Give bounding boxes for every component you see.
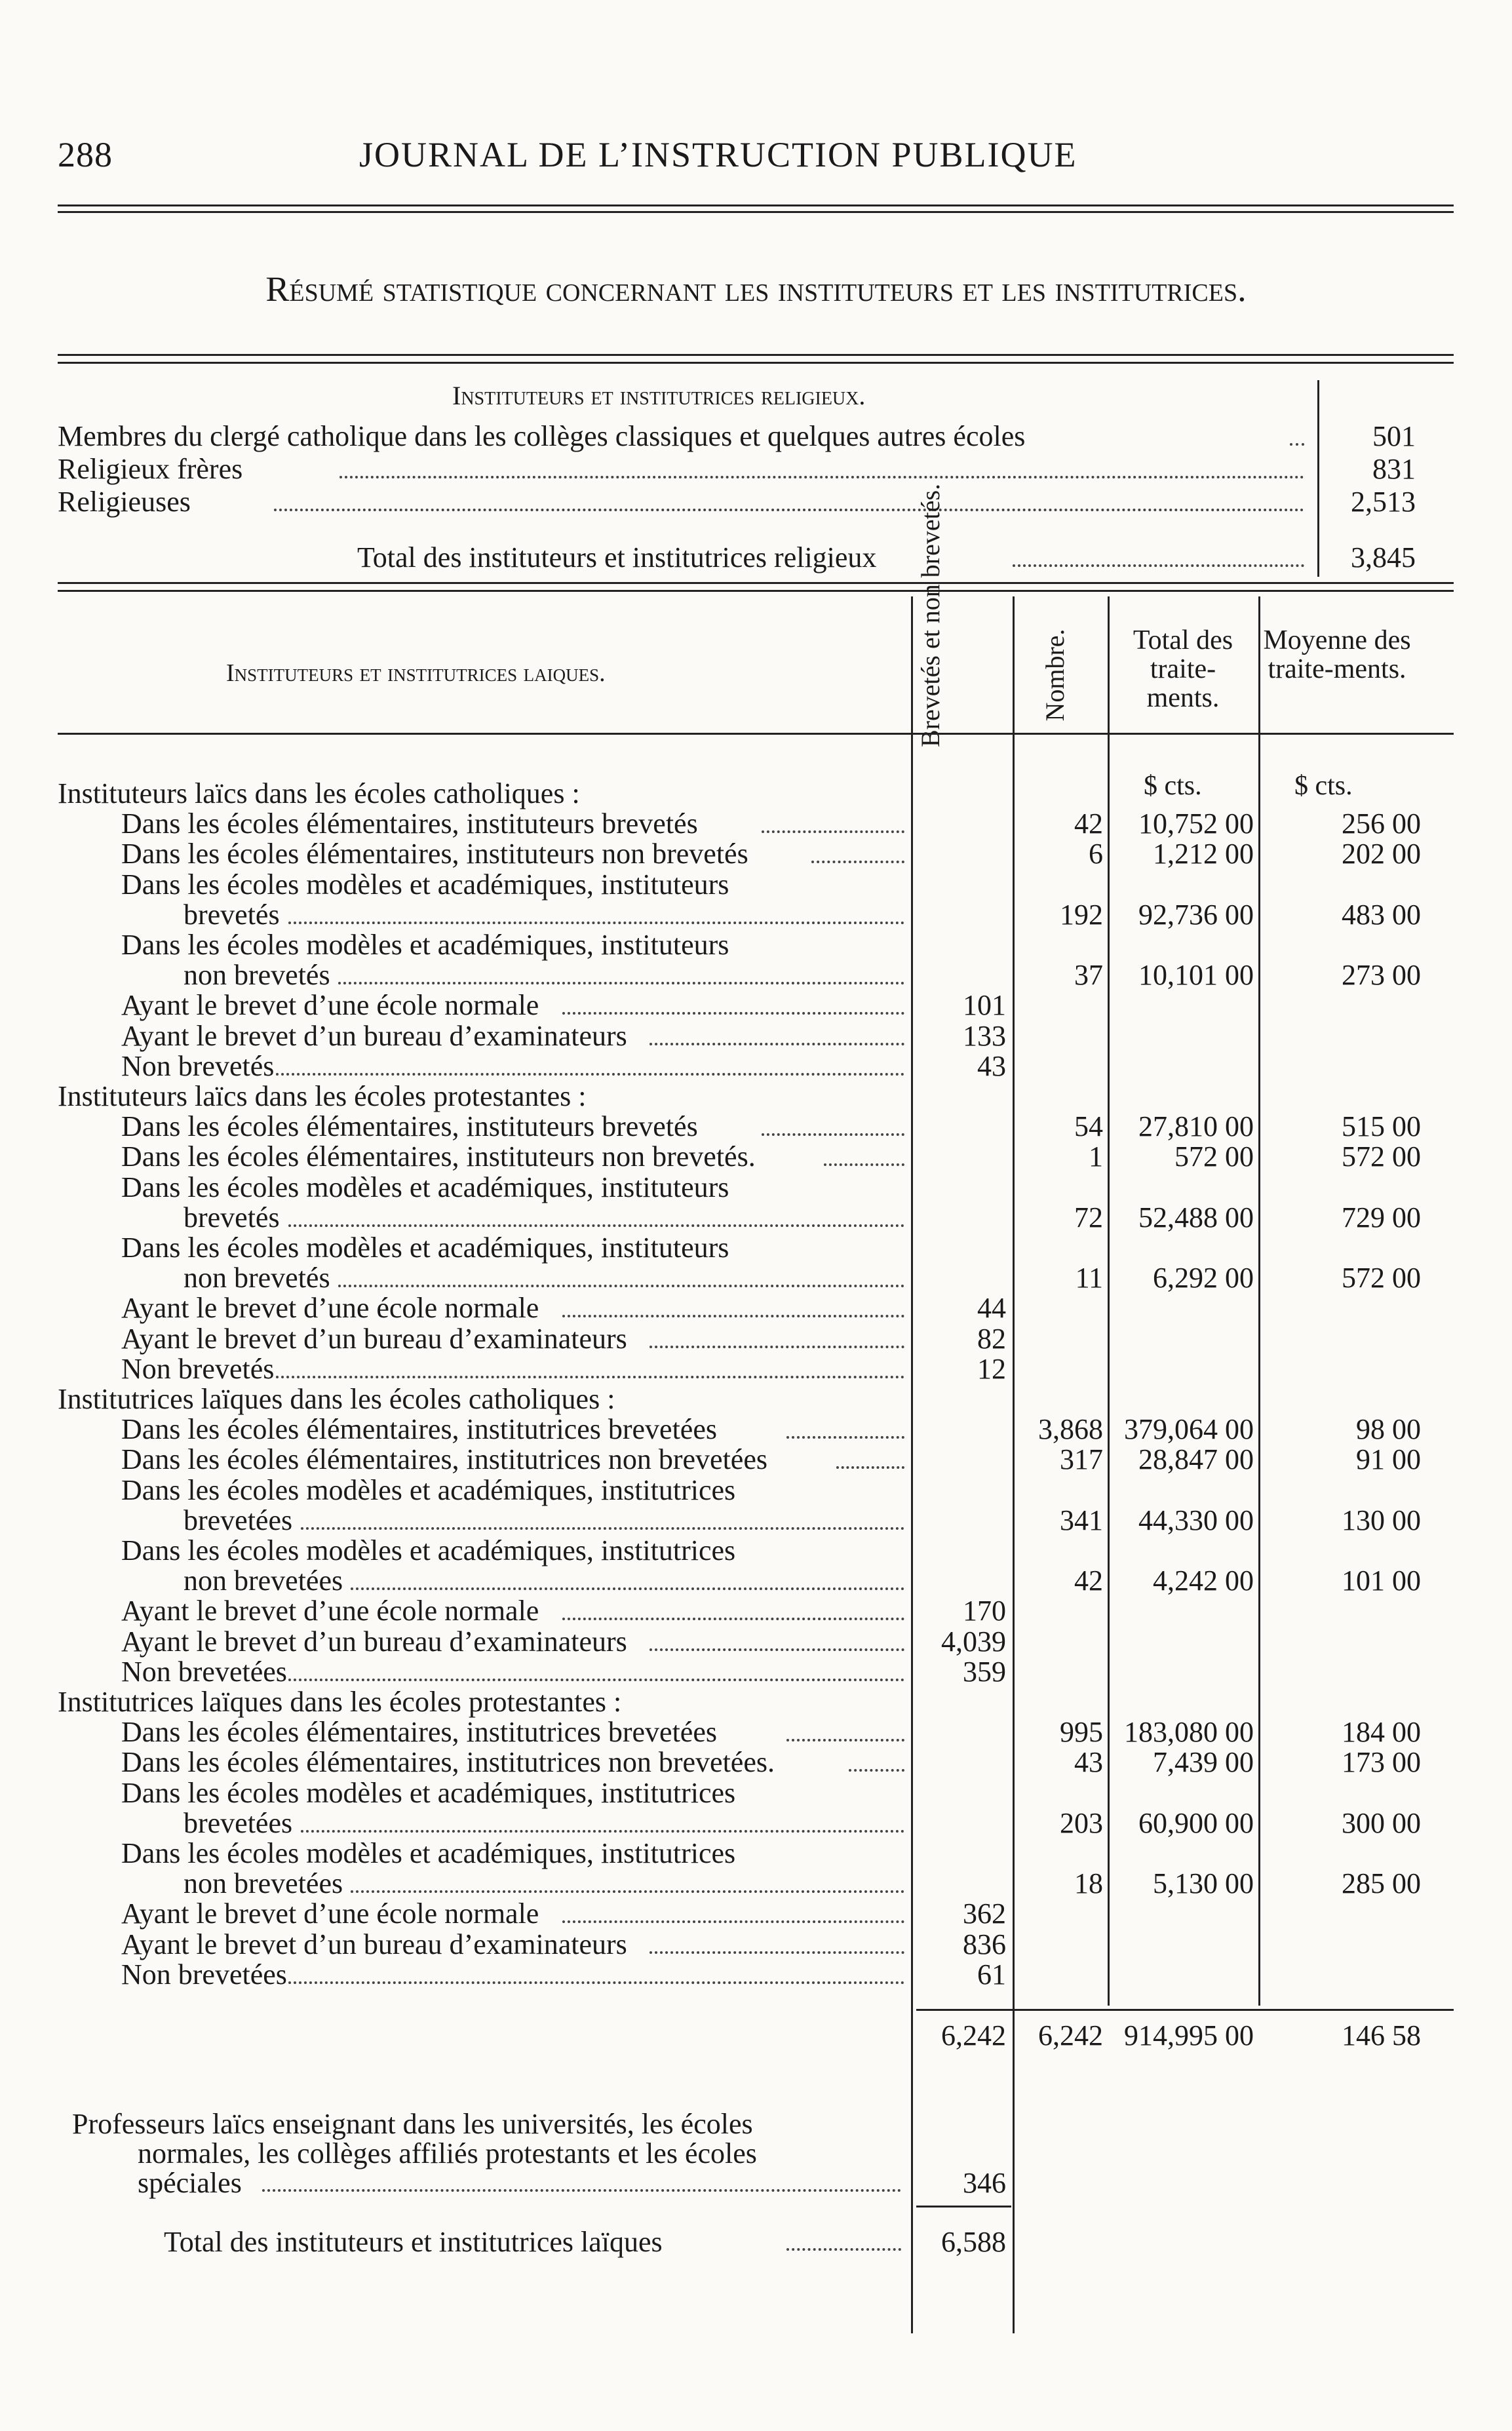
cell-nombre: 1 (1089, 1140, 1103, 1173)
lay-row-label: Ayant le brevet d’un bureau d’examinateurs (121, 1625, 627, 1658)
lay-row-label: Dans les écoles élémentaires, institutrices brevetées (121, 1413, 717, 1446)
cell-traitements: 10,101 00 (1138, 959, 1254, 992)
leader-dots (288, 922, 904, 924)
unit-total: $ cts. (1144, 771, 1202, 801)
lay-row-label: Dans les écoles élémentaires, instituteurs non brevetés. (121, 1140, 756, 1173)
cell-nombre: 203 (1060, 1806, 1103, 1839)
column-rule-3 (1108, 596, 1110, 2006)
col-brevetes-header: Brevetés et non brevetés. (916, 483, 945, 747)
cell-traitements: 183,080 00 (1124, 1716, 1254, 1749)
professors-value: 346 (963, 2167, 1006, 2199)
lay-row-label: non brevetés (184, 959, 330, 992)
leader-dots (762, 1133, 904, 1136)
cell-traitements: 44,330 00 (1138, 1504, 1254, 1536)
lay-row-label: Ayant le brevet d’une école normale (121, 989, 539, 1022)
cell-moyenne: 91 00 (1356, 1443, 1421, 1476)
lay-row-label: brevetées (184, 1806, 293, 1839)
col-nombre-header: Nombre. (1040, 629, 1070, 722)
lay-row-label: Dans les écoles modèles et académiques, institutrices (121, 1837, 736, 1869)
cell-traitements: 6,292 00 (1153, 1262, 1254, 1294)
cell-brevetes: 101 (963, 989, 1006, 1022)
total-nombre: 6,242 (1038, 2019, 1103, 2052)
cell-nombre: 11 (1075, 1262, 1103, 1294)
lay-row-label: non brevetées (184, 1565, 343, 1597)
cell-brevetes: 170 (963, 1595, 1006, 1627)
leader-dots (824, 1163, 904, 1166)
lay-row-label: brevetés (184, 898, 280, 931)
lay-row-label: Dans les écoles élémentaires, institutrices non brevetées (121, 1443, 767, 1476)
lay-row-label: Dans les écoles élémentaires, instituteurs brevetés (121, 807, 698, 840)
professors-line-3: spéciales (138, 2167, 242, 2199)
unit-moyenne: $ cts. (1294, 771, 1353, 801)
column-rule-1 (911, 596, 913, 2333)
cell-nombre: 18 (1074, 1867, 1103, 1900)
leader-dots (562, 1012, 904, 1015)
professors-line-1: Professeurs laïcs enseignant dans les universités, les écoles (72, 2108, 753, 2140)
lay-row-label: Institutrices laïques dans les écoles protestantes : (58, 1686, 622, 1718)
lay-row-label: Dans les écoles modèles et académiques, institutrices (121, 1776, 736, 1809)
leader-dots (849, 1769, 904, 1772)
lay-row-label: Dans les écoles modèles et académiques, instituteurs (121, 1171, 729, 1203)
lay-row-label: Institutrices laïques dans les écoles catholiques : (58, 1383, 615, 1415)
lay-row-label: Non brevetées (121, 1655, 287, 1688)
religious-column-rule (1317, 380, 1319, 577)
cell-nombre: 341 (1060, 1504, 1103, 1536)
leader-dots (274, 509, 1304, 511)
cell-brevetes: 12 (977, 1352, 1006, 1385)
leader-dots (276, 1376, 904, 1378)
cell-moyenne: 98 00 (1356, 1413, 1421, 1446)
leader-dots (351, 1587, 904, 1590)
cell-moyenne: 729 00 (1342, 1201, 1421, 1234)
cell-moyenne: 572 00 (1342, 1140, 1421, 1173)
grand-total-value: 6,588 (941, 2226, 1006, 2258)
lay-row-label: Non brevetés (121, 1352, 275, 1385)
lay-row-label: brevetées (184, 1504, 293, 1536)
lay-row-label: Ayant le brevet d’un bureau d’examinateurs (121, 1019, 627, 1052)
religious-top-rule-2 (58, 362, 1454, 364)
religious-row-value: 501 (1372, 420, 1416, 452)
cell-brevetes: 4,039 (941, 1625, 1006, 1658)
cell-nombre: 6 (1089, 838, 1103, 870)
cell-moyenne: 285 00 (1342, 1867, 1421, 1900)
leader-dots (562, 1618, 904, 1620)
leader-dots (288, 1679, 904, 1681)
lay-row-label: Instituteurs laïcs dans les écoles protestantes : (58, 1080, 587, 1112)
religious-row-value: 2,513 (1351, 486, 1416, 518)
cell-nombre: 42 (1074, 1565, 1103, 1597)
leader-dots (811, 861, 904, 863)
religious-row-value: 831 (1372, 453, 1416, 485)
cell-traitements: 379,064 00 (1124, 1413, 1254, 1446)
leader-dots (649, 1951, 904, 1954)
lay-row-label: Dans les écoles élémentaires, institutrices brevetées (121, 1716, 717, 1749)
header-rule (58, 204, 1454, 206)
cell-brevetes: 133 (963, 1019, 1006, 1052)
lay-row-label: Non brevetés (121, 1049, 275, 1082)
leader-dots (338, 1285, 904, 1287)
cell-brevetes: 362 (963, 1897, 1006, 1930)
cell-brevetes: 43 (977, 1049, 1006, 1082)
leader-dots (288, 1981, 904, 1984)
religious-top-rule (58, 354, 1454, 356)
cell-traitements: 4,242 00 (1153, 1565, 1254, 1597)
page-number: 288 (58, 135, 113, 174)
cell-moyenne: 202 00 (1342, 838, 1421, 870)
religious-row-label: Membres du clergé catholique dans les collèges classiques et quelques autres écoles (58, 420, 1026, 452)
column-rule-2 (1013, 596, 1015, 2333)
leader-dots (301, 1527, 904, 1530)
lay-row-label: Dans les écoles modèles et académiques, instituteurs (121, 929, 729, 961)
cell-nombre: 3,868 (1038, 1413, 1103, 1446)
running-head: JOURNAL DE L’INSTRUCTION PUBLIQUE (359, 135, 1077, 174)
cell-traitements: 27,810 00 (1138, 1110, 1254, 1143)
cell-nombre: 72 (1074, 1201, 1103, 1234)
totals-rule (916, 2009, 1454, 2011)
cell-moyenne: 515 00 (1342, 1110, 1421, 1143)
grand-total-rule (916, 2206, 1011, 2207)
total-traitements: 914,995 00 (1124, 2019, 1254, 2052)
lay-row-label: Dans les écoles élémentaires, instituteurs brevetés (121, 1110, 698, 1143)
cell-moyenne: 130 00 (1342, 1504, 1421, 1536)
leader-dots (1013, 564, 1304, 567)
leader-dots (338, 982, 904, 984)
cell-traitements: 572 00 (1174, 1140, 1254, 1173)
lay-row-label: non brevetés (184, 1262, 330, 1294)
religious-row-label: Religieuses (58, 486, 191, 518)
lay-row-label: Ayant le brevet d’un bureau d’examinateurs (121, 1322, 627, 1355)
lay-row-label: Non brevetées (121, 1958, 287, 1991)
cell-traitements: 28,847 00 (1138, 1443, 1254, 1476)
religious-total-value: 3,845 (1351, 541, 1416, 574)
cell-brevetes: 82 (977, 1322, 1006, 1355)
leader-dots (786, 1436, 904, 1439)
cell-moyenne: 483 00 (1342, 898, 1421, 931)
lay-row-label: Dans les écoles modèles et académiques, institutrices (121, 1534, 736, 1566)
lay-row-label: Dans les écoles modèles et académiques, instituteurs (121, 868, 729, 901)
cell-nombre: 317 (1060, 1443, 1103, 1476)
leader-dots (1290, 443, 1304, 446)
cell-brevetes: 359 (963, 1655, 1006, 1688)
lay-row-label: Instituteurs laïcs dans les écoles catholiques : (58, 777, 580, 809)
lay-row-label: Dans les écoles modèles et académiques, instituteurs (121, 1232, 729, 1264)
lay-row-label: non brevetées (184, 1867, 343, 1900)
leader-dots (339, 476, 1304, 478)
cell-nombre: 54 (1074, 1110, 1103, 1143)
cell-traitements: 52,488 00 (1138, 1201, 1254, 1234)
religious-heading: Instituteurs et institutrices religieux. (452, 381, 866, 410)
lay-row-label: Dans les écoles modèles et académiques, institutrices (121, 1473, 736, 1506)
leader-dots (786, 2248, 901, 2251)
cell-traitements: 5,130 00 (1153, 1867, 1254, 1900)
cell-nombre: 995 (1060, 1716, 1103, 1749)
cell-brevetes: 836 (963, 1928, 1006, 1960)
table-header-rule (58, 733, 1454, 735)
leader-dots (762, 830, 904, 833)
cell-traitements: 7,439 00 (1153, 1746, 1254, 1779)
cell-moyenne: 300 00 (1342, 1806, 1421, 1839)
religious-total-label: Total des instituteurs et institutrices religieux (357, 541, 877, 574)
cell-traitements: 10,752 00 (1138, 807, 1254, 840)
cell-traitements: 92,736 00 (1138, 898, 1254, 931)
religious-bottom-rule (58, 582, 1454, 584)
lay-row-label: brevetés (184, 1201, 280, 1234)
professors-line-2: normales, les collèges affiliés protestants et les écoles (138, 2137, 757, 2169)
lay-row-label: Ayant le brevet d’une école normale (121, 1595, 539, 1627)
cell-traitements: 60,900 00 (1138, 1806, 1254, 1839)
cell-moyenne: 184 00 (1342, 1716, 1421, 1749)
leader-dots (288, 1224, 904, 1227)
cell-moyenne: 101 00 (1342, 1565, 1421, 1597)
header-rule-2 (58, 211, 1454, 213)
lay-row-label: Ayant le brevet d’une école normale (121, 1897, 539, 1930)
page-title: Résumé statistique concernant les instituteurs et les institutrices. (265, 269, 1247, 309)
cell-moyenne: 572 00 (1342, 1262, 1421, 1294)
cell-moyenne: 273 00 (1342, 959, 1421, 992)
lay-row-label: Ayant le brevet d’une école normale (121, 1292, 539, 1325)
col-total-header: Total des traite-ments. (1133, 625, 1233, 714)
cell-nombre: 37 (1074, 959, 1103, 992)
leader-dots (351, 1890, 904, 1893)
leader-dots (562, 1920, 904, 1923)
cell-nombre: 43 (1074, 1746, 1103, 1779)
col-moyenne-header: Moyenne des traite-ments. (1263, 625, 1411, 685)
leader-dots (262, 2189, 901, 2192)
religious-row-label: Religieux frères (58, 453, 243, 485)
leader-dots (649, 1648, 904, 1651)
total-brevetes: 6,242 (941, 2019, 1006, 2052)
religious-bottom-rule-2 (58, 590, 1454, 592)
grand-total-label: Total des instituteurs et institutrices laïques (164, 2226, 663, 2258)
leader-dots (649, 1346, 904, 1348)
cell-nombre: 42 (1074, 807, 1103, 840)
lay-heading: Instituteurs et institutrices laiques. (226, 659, 606, 687)
cell-moyenne: 256 00 (1342, 807, 1421, 840)
lay-row-label: Dans les écoles élémentaires, instituteurs non brevetés (121, 838, 748, 870)
cell-traitements: 1,212 00 (1153, 838, 1254, 870)
total-moyenne: 146 58 (1342, 2019, 1421, 2052)
cell-nombre: 192 (1060, 898, 1103, 931)
cell-moyenne: 173 00 (1342, 1746, 1421, 1779)
leader-dots (836, 1466, 904, 1469)
lay-row-label: Ayant le brevet d’un bureau d’examinateurs (121, 1928, 627, 1960)
cell-brevetes: 44 (977, 1292, 1006, 1325)
lay-row-label: Dans les écoles élémentaires, institutrices non brevetées. (121, 1746, 775, 1779)
leader-dots (562, 1315, 904, 1317)
column-rule-4 (1258, 596, 1260, 2006)
cell-brevetes: 61 (977, 1958, 1006, 1991)
leader-dots (786, 1739, 904, 1741)
leader-dots (276, 1073, 904, 1076)
leader-dots (301, 1830, 904, 1833)
leader-dots (649, 1043, 904, 1045)
